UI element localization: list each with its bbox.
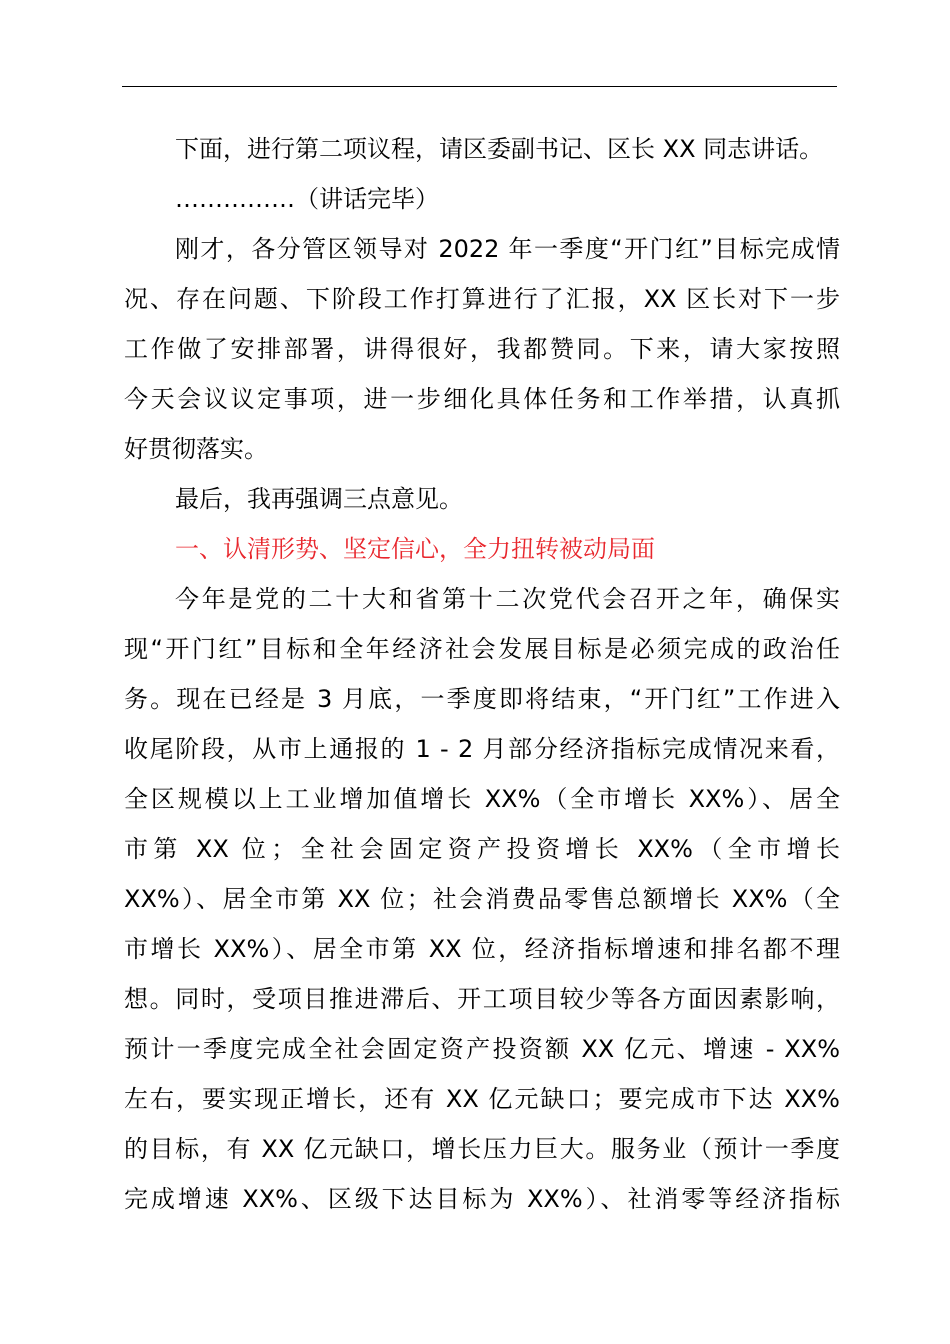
text-line: 左右，要实现正增长，还有 XX 亿元缺口；要完成市下达 XX%: [124, 1085, 840, 1113]
text-line: 今天会议议定事项，进一步细化具体任务和工作举措，认真抓: [124, 385, 840, 413]
text-line: 市增长 XX%）、居全市第 XX 位，经济指标增速和排名都不理: [124, 935, 840, 963]
text-line: 工作做了安排部署，讲得很好，我都赞同。下来，请大家按照: [124, 335, 840, 363]
text-line: 市第 XX 位；全社会固定资产投资增长 XX%（全市增长: [124, 835, 840, 863]
text-line: 务。现在已经是 3 月底，一季度即将结束，“开门红”工作进入: [124, 685, 840, 713]
text-line: 全区规模以上工业增加值增长 XX%（全市增长 XX%）、居全: [124, 785, 840, 813]
text-line: 下面，进行第二项议程，请区委副书记、区长 XX 同志讲话。: [175, 135, 824, 163]
text-line: 最后，我再强调三点意见。: [175, 485, 463, 513]
text-line: 况、存在问题、下阶段工作打算进行了汇报，XX 区长对下一步: [124, 285, 840, 313]
text-line: 想。同时，受项目推进滞后、开工项目较少等各方面因素影响，: [124, 985, 840, 1013]
text-line: 的目标，有 XX 亿元缺口，增长压力巨大。服务业（预计一季度: [124, 1135, 840, 1163]
header-rule: [122, 86, 837, 87]
text-line: 刚才，各分管区领导对 2022 年一季度“开门红”目标完成情: [175, 235, 840, 263]
section-heading: 一、认清形势、坚定信心，全力扭转被动局面: [175, 535, 655, 563]
text-line: 现“开门红”目标和全年经济社会发展目标是必须完成的政治任: [124, 635, 840, 663]
text-line: 今年是党的二十大和省第十二次党代会召开之年，确保实: [175, 585, 840, 613]
text-line: XX%）、居全市第 XX 位；社会消费品零售总额增长 XX%（全: [124, 885, 840, 913]
text-line: 完成增速 XX%、区级下达目标为 XX%）、社消零等经济指标: [124, 1185, 840, 1213]
text-line: 收尾阶段，从市上通报的 1 - 2 月部分经济指标完成情况来看，: [124, 735, 840, 763]
text-line: 预计一季度完成全社会固定资产投资额 XX 亿元、增速 - XX%: [124, 1035, 840, 1063]
text-line: ……………（讲话完毕）: [175, 185, 439, 213]
text-line: 好贯彻落实。: [124, 435, 268, 463]
